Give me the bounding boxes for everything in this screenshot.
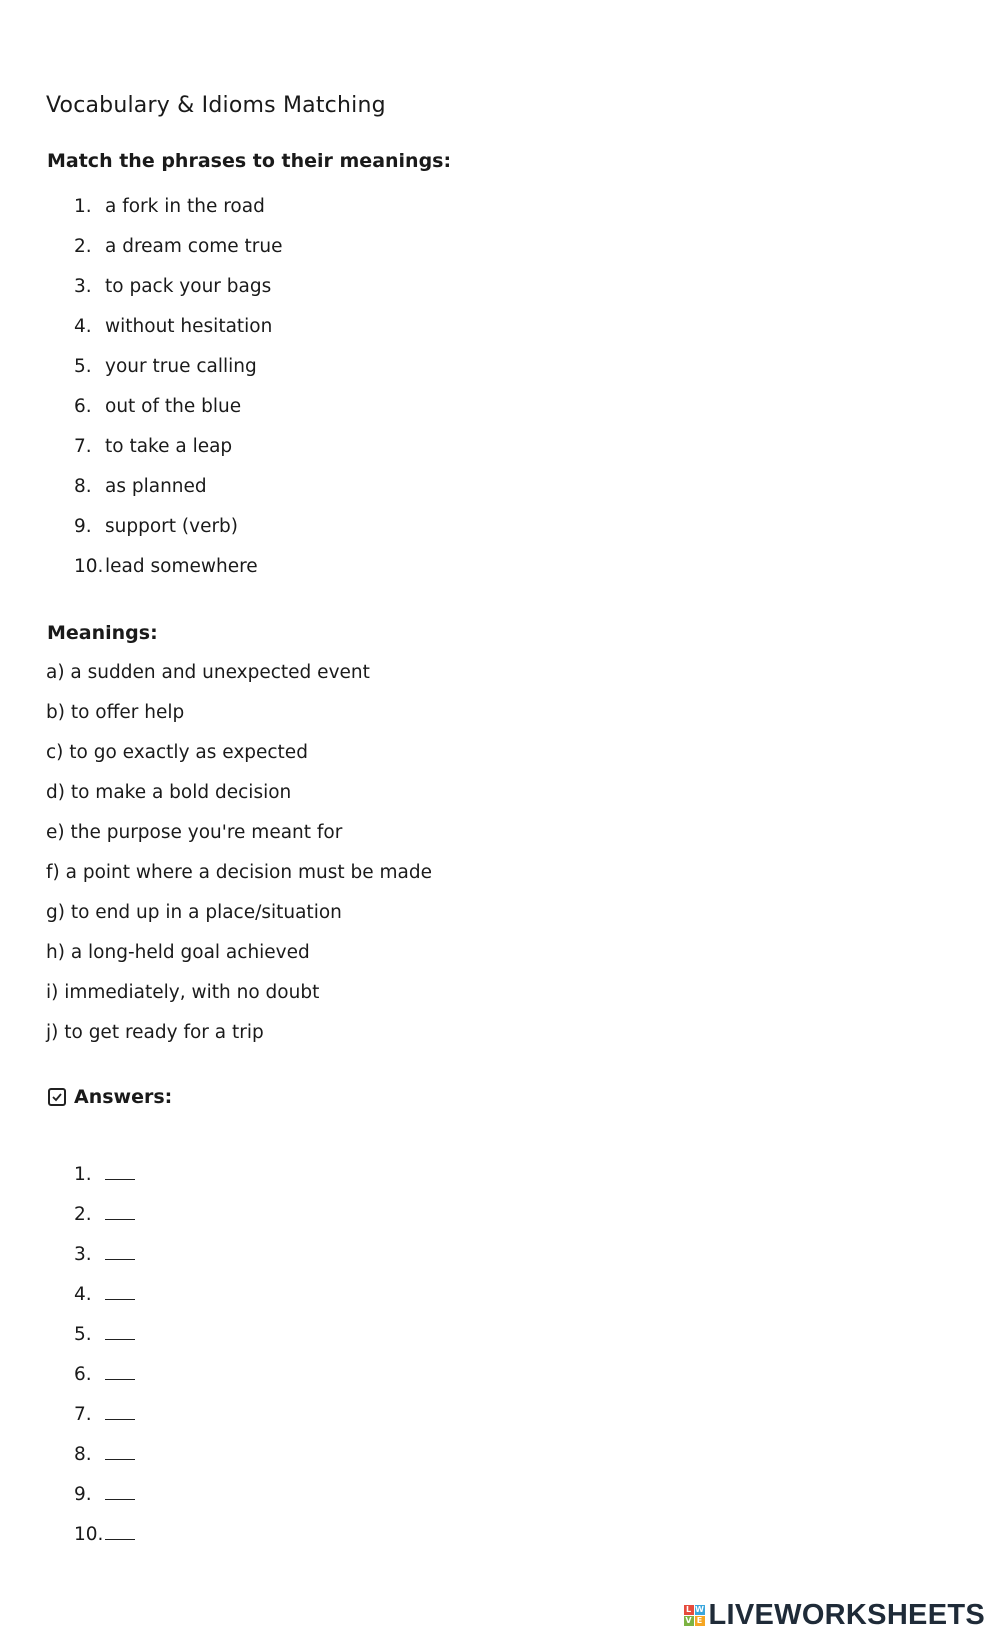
answer-item <box>74 1444 135 1484</box>
phrase-item <box>74 396 283 436</box>
answer-blank[interactable] <box>105 1285 135 1300</box>
phrase-item <box>74 356 283 396</box>
phrase-list <box>74 196 283 596</box>
meaning-item: e) the purpose you're meant for <box>46 822 343 843</box>
answer-blank[interactable] <box>105 1245 135 1260</box>
answers-heading-label: Answers: <box>74 1086 173 1108</box>
phrase-item <box>74 516 283 556</box>
phrase-text: as planned <box>105 476 207 497</box>
meaning-item: d) to make a bold decision <box>46 782 292 803</box>
phrase-text: support (verb) <box>105 516 239 537</box>
answer-item <box>74 1484 135 1524</box>
phrase-number: 9. <box>74 516 92 537</box>
logo-mark-cell: W <box>695 1605 704 1614</box>
answer-item <box>74 1364 135 1404</box>
answer-blank[interactable] <box>105 1325 135 1340</box>
phrase-item <box>74 196 283 236</box>
phrase-item <box>74 436 283 476</box>
answer-item <box>74 1404 135 1444</box>
phrase-text: out of the blue <box>105 396 242 417</box>
logo-mark-icon <box>684 1605 705 1626</box>
phrase-text: to take a leap <box>105 436 233 457</box>
logo-mark-cell: E <box>695 1616 705 1626</box>
answer-number: 10. <box>74 1524 104 1545</box>
answers-heading <box>48 1086 172 1108</box>
meanings-heading: Meanings: <box>47 622 158 644</box>
meaning-list <box>46 662 432 1062</box>
phrase-number: 7. <box>74 436 92 457</box>
phrase-text: without hesitation <box>105 316 273 337</box>
meaning-item: h) a long-held goal achieved <box>46 942 310 963</box>
meaning-item: i) immediately, with no doubt <box>46 982 320 1003</box>
phrase-item <box>74 276 283 316</box>
phrase-number: 3. <box>74 276 92 297</box>
phrase-text: to pack your bags <box>105 276 272 297</box>
answer-item <box>74 1324 135 1364</box>
worksheet-title: Vocabulary & Idioms Matching <box>46 93 386 118</box>
logo-mark-cell: V <box>685 1616 692 1625</box>
answer-number: 9. <box>74 1484 92 1505</box>
phrase-item <box>74 316 283 356</box>
answer-blank[interactable] <box>105 1485 135 1500</box>
phrase-text: your true calling <box>105 356 257 377</box>
answer-number: 7. <box>74 1404 92 1425</box>
answer-blank[interactable] <box>105 1205 135 1220</box>
meaning-item: b) to offer help <box>46 702 185 723</box>
logo-text: LIVEWORKSHEETS <box>708 1599 985 1631</box>
phrase-item <box>74 236 283 276</box>
answer-item <box>74 1284 135 1324</box>
meaning-item: j) to get ready for a trip <box>46 1022 264 1043</box>
instruction-text: Match the phrases to their meanings: <box>47 150 452 172</box>
answer-number: 1. <box>74 1164 92 1185</box>
answer-item <box>74 1244 135 1284</box>
answer-blank[interactable] <box>105 1525 135 1540</box>
answer-item <box>74 1524 135 1564</box>
meaning-item: f) a point where a decision must be made <box>46 862 432 883</box>
phrase-item <box>74 556 283 596</box>
answer-number: 2. <box>74 1204 92 1225</box>
phrase-number: 1. <box>74 196 92 217</box>
phrase-text: a dream come true <box>105 236 283 257</box>
answer-blank[interactable] <box>105 1405 135 1420</box>
liveworksheets-logo <box>684 1599 986 1632</box>
answer-number: 3. <box>74 1244 92 1265</box>
meaning-item: a) a sudden and unexpected event <box>46 662 370 683</box>
answer-list <box>74 1164 135 1564</box>
answer-blank[interactable] <box>105 1445 135 1460</box>
answer-blank[interactable] <box>105 1165 135 1180</box>
answer-number: 8. <box>74 1444 92 1465</box>
answer-blank[interactable] <box>105 1365 135 1380</box>
phrase-number: 4. <box>74 316 92 337</box>
phrase-text: a fork in the road <box>105 196 265 217</box>
answer-item <box>74 1204 135 1244</box>
answer-number: 6. <box>74 1364 92 1385</box>
answer-item <box>74 1164 135 1204</box>
answer-number: 5. <box>74 1324 92 1345</box>
phrase-number: 10. <box>74 556 104 577</box>
answer-number: 4. <box>74 1284 92 1305</box>
meaning-item: c) to go exactly as expected <box>46 742 308 763</box>
phrase-number: 8. <box>74 476 92 497</box>
phrase-number: 6. <box>74 396 92 417</box>
logo-mark-cell: L <box>684 1605 694 1615</box>
meaning-item: g) to end up in a place/situation <box>46 902 342 923</box>
phrase-number: 2. <box>74 236 92 257</box>
checkbox-icon <box>48 1088 66 1106</box>
phrase-number: 5. <box>74 356 92 377</box>
phrase-item <box>74 476 283 516</box>
phrase-text: lead somewhere <box>105 556 258 577</box>
